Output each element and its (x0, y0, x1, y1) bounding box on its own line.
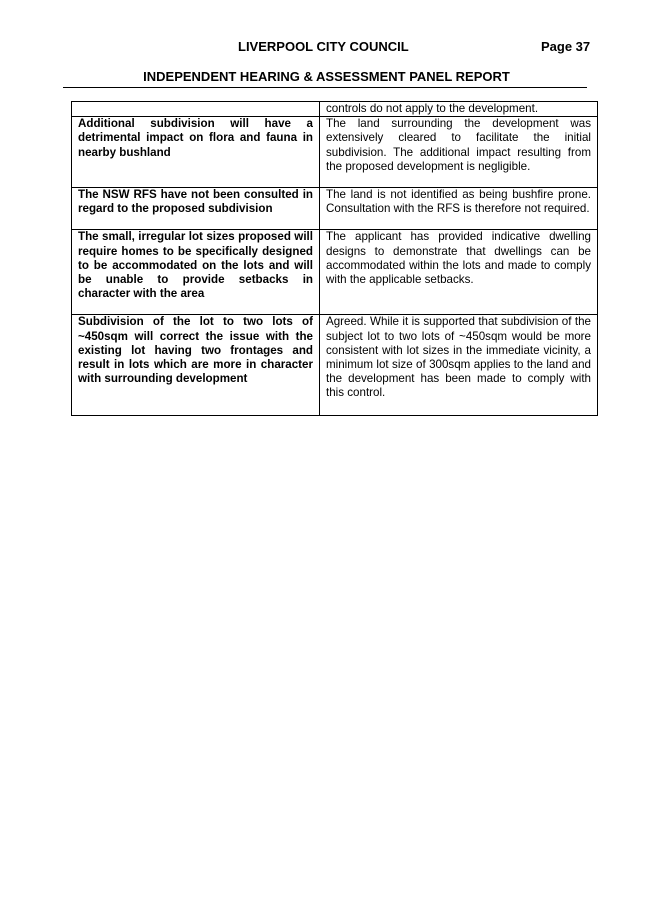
page-number: Page 37 (541, 39, 591, 54)
response-cell: The land surrounding the development was extensively cleared to facilitate the initial subdivision. The additional impact resulting from the proposed development is negligible. (320, 117, 598, 188)
response-cell: controls do not apply to the development. (320, 102, 598, 117)
council-name: LIVERPOOL CITY COUNCIL (238, 39, 409, 54)
table-row (72, 102, 598, 117)
issue-cell: The NSW RFS have not been consulted in regard to the proposed subdivision (72, 188, 320, 230)
table-row (72, 230, 598, 315)
issue-cell: Subdivision of the lot to two lots of ~450sqm will correct the issue with the existing lot having two frontages and result in lots which are more in character with surrounding development (72, 315, 320, 415)
submissions-table (71, 101, 598, 416)
issue-cell: The small, irregular lot sizes proposed will require homes to be specifically designed to be accommodated on the lots and will be unable to provide setbacks in character with the area (72, 230, 320, 315)
response-cell: The applicant has provided indicative dwelling designs to demonstrate that dwellings can be accommodated within the lots and made to comply with the applicable setbacks. (320, 230, 598, 315)
report-title: INDEPENDENT HEARING & ASSESSMENT PANEL REPORT (143, 69, 510, 84)
header-divider (63, 87, 587, 88)
table-row (72, 315, 598, 415)
response-cell: Agreed. While it is supported that subdivision of the subject lot to two lots of ~450sqm would be more consistent with lot sizes in the immediate vicinity, a minimum lot size of 300sqm applies to the land and the development has been made to comply with this control. (320, 315, 598, 415)
response-cell: The land is not identified as being bushfire prone. Consultation with the RFS is therefore not required. (320, 188, 598, 230)
table-row (72, 117, 598, 188)
issue-cell (72, 102, 320, 117)
table-row (72, 188, 598, 230)
issue-cell: Additional subdivision will have a detrimental impact on flora and fauna in nearby bushland (72, 117, 320, 188)
